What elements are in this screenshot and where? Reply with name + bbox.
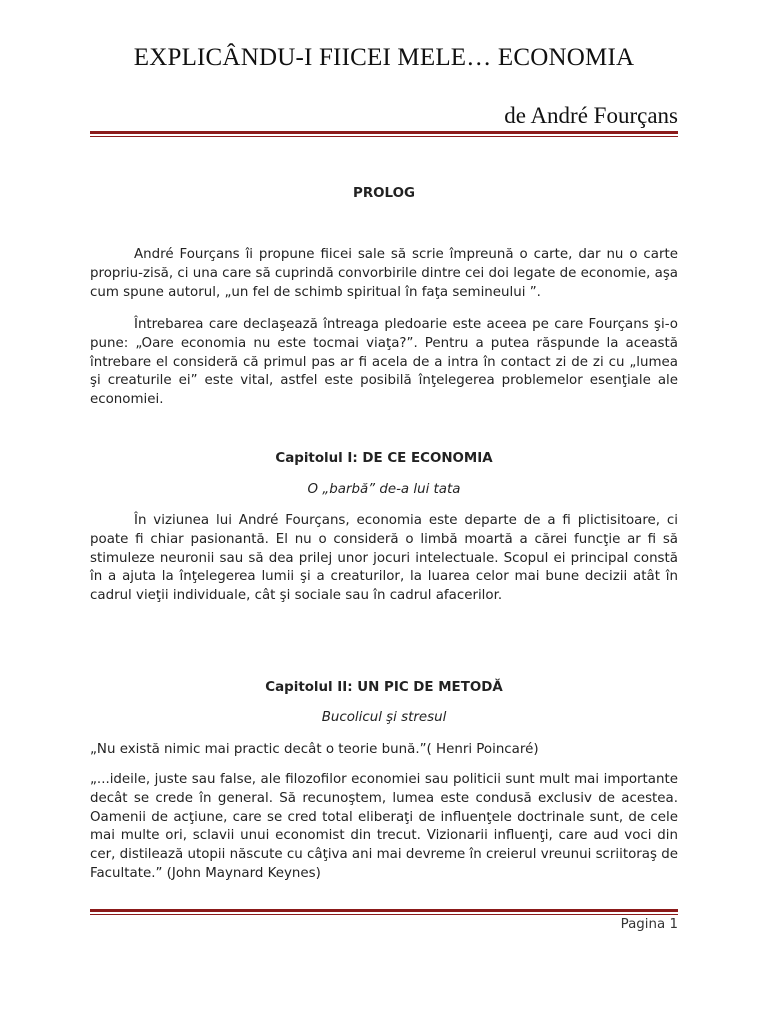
chapter-1-paragraph-1-text: În viziunea lui André Fourçans, economia este departe de a fi plictisitoare, ci poate fi chiar pasionantă. El nu o consideră o limbă moartă a cărei funcţie ar fi să stimuleze neuronii sau să dea prilej unor jocuri intelectuale. Scopul ei principal constă în a ajuta la înţelegerea lumii şi a creaturilor, la luarea celor mai bune decizii atât în cadrul vieţii individuale, cât şi sociale sau în cadrul afacerilor. xyxy=(90,513,678,604)
header-rule-thick xyxy=(90,131,678,134)
chapter-1-subheading: O „barbă” de-a lui tata xyxy=(307,482,461,497)
prolog-paragraph-2 xyxy=(90,316,678,410)
chapter-2-quote-1-text: „Nu există nimic mai practic decât o teorie bună.”( Henri Poincaré) xyxy=(90,742,539,757)
chapter-2-quote-2 xyxy=(90,771,678,884)
chapter-2-subheading: Bucolicul şi stresul xyxy=(321,710,447,725)
chapter-1-paragraph-1 xyxy=(90,512,678,606)
header-rule-thin xyxy=(90,136,678,137)
prolog-paragraph-1 xyxy=(90,246,678,302)
chapter-2-quote-1 xyxy=(90,741,678,760)
prolog-paragraph-1-text: André Fourçans îi propune fiicei sale să scrie împreună o carte, dar nu o carte propriu-zisă, ci una care să cuprindă convorbirile dintre cei doi legate de economie, aşa cum spune autorul, „un fel de schimb spiritual în faţa semineului ”. xyxy=(90,247,678,300)
document-title: EXPLICÂNDU-I FIICEI MELE… ECONOMIA xyxy=(133,44,635,71)
chapter-2-heading: Capitolul II: UN PIC DE METODĂ xyxy=(265,680,503,695)
page-number: Pagina 1 xyxy=(620,917,678,932)
prolog-paragraph-2-text: Întrebarea care declaşează întreaga pledoarie este aceea pe care Fourçans şi-o pune: „Oare economia nu este tocmai viaţa?”. Pentru a putea răspunde la această întrebare el consideră că primul pas ar fi acela de a intra în contact zi de zi cu „lumea şi creaturile ei” este vital, astfel este posibilă înţelegerea problemelor esenţiale ale economiei. xyxy=(90,317,678,408)
chapter-2-quote-2-text: „...ideile, juste sau false, ale filozofilor economiei sau politicii sunt mult mai importante decât se crede în general. Să recunoştem, lumea este condusă exclusiv de acestea. Oamenii de acţiune, care se cred total eliberaţi de influenţele doctrinale sunt, de cele mai multe ori, sclavii unui economist din trecut. Vizionarii influenţi, care aud voci din cer, distilează utopii născute cu câţiva ani mai devreme în creierul vreunui scriitoraş de Facultate.” (John Maynard Keynes) xyxy=(90,772,678,881)
footer-rule-thin xyxy=(90,914,678,915)
prolog-heading: PROLOG xyxy=(353,186,415,201)
footer-rule-thick xyxy=(90,909,678,912)
chapter-1-heading: Capitolul I: DE CE ECONOMIA xyxy=(275,451,493,466)
document-author: de André Fourçans xyxy=(504,103,678,128)
